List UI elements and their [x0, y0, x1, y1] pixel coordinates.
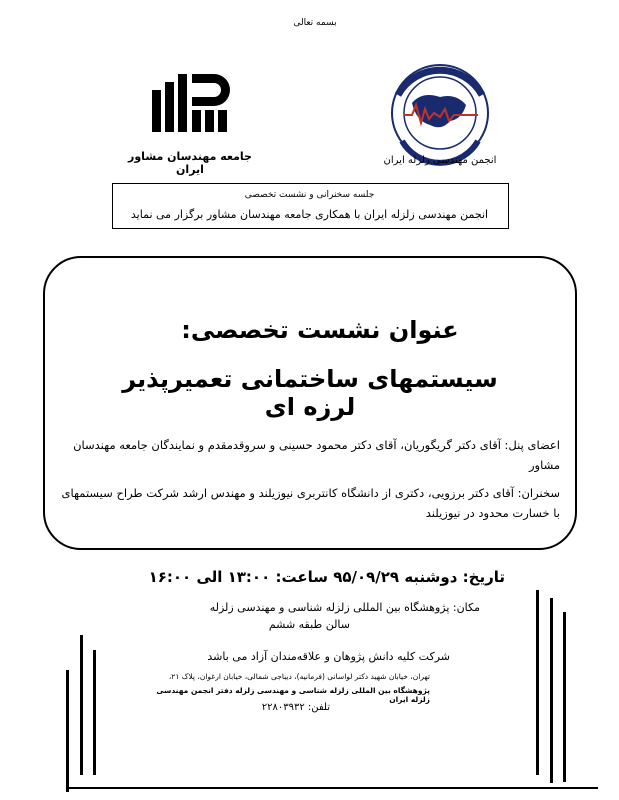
left-org-name: جامعه مهندسان مشاور ایران [128, 150, 252, 176]
panel-members: اعضای پنل: آقای دکتر گریگوریان، آقای دکتر محمود حسینی و سروقدمقدم و نمایندگان جامعه مهندسان مشاور [73, 438, 560, 472]
address-line-1: تهران، خیابان شهید دکتر لواسانی (فرمانیه)، دیباجی شمالی، خیابان ارغوان، پلاک ۲۱، [168, 672, 430, 681]
bottom-rule [68, 787, 598, 789]
bismillah: بسمه تعالی [293, 18, 337, 28]
phone-number: تلفن: ۲۲۸۰۳۹۳۲ [261, 702, 330, 713]
address-line-2: پژوهشگاه بین المللی زلزله شناسی و مهندسی زلزله دفتر انجمن مهندسی زلزله ایران [156, 686, 430, 704]
decor-line [550, 598, 553, 783]
right-org-name: انجمن مهندسی زلزله ایران [383, 155, 497, 166]
decor-line [536, 590, 539, 775]
location: مکان: پژوهشگاه بین المللی زلزله شناسی و مهندسی زلزله [209, 601, 480, 614]
speaker-info: سخنران: آقای دکتر برزویی، دکتری از دانشگاه کانتربری نیوزیلند و مهندس ارشد شرکت طراح سیستمهای با خسارت محدود در نیوزیلند [61, 486, 560, 520]
session-title-label: عنوان نشست تخصصی: [181, 316, 459, 344]
intro-line-2: انجمن مهندسی زلزله ایران با همکاری جامعه مهندسان مشاور برگزار می نماید [130, 208, 489, 221]
decor-line [563, 612, 566, 782]
decor-line [93, 650, 96, 775]
session-title: سیستمهای ساختمانی تعمیرپذیر لرزه ای [122, 365, 498, 421]
decor-line [66, 670, 69, 792]
decor-line [80, 635, 83, 775]
intro-line-1: جلسه سخنرانی و نشست تخصصی [244, 190, 375, 200]
date-time: تاریخ: دوشنبه ۹۵/۰۹/۲۹ ساعت: ۱۳:۰۰ الی ۱۶:۰۰ [148, 568, 505, 586]
location-hall: سالن طبقه ششم [268, 618, 350, 631]
invitation-note: شرکت کلیه دانش پژوهان و علاقه‌مندان آزاد می باشد [207, 650, 450, 663]
